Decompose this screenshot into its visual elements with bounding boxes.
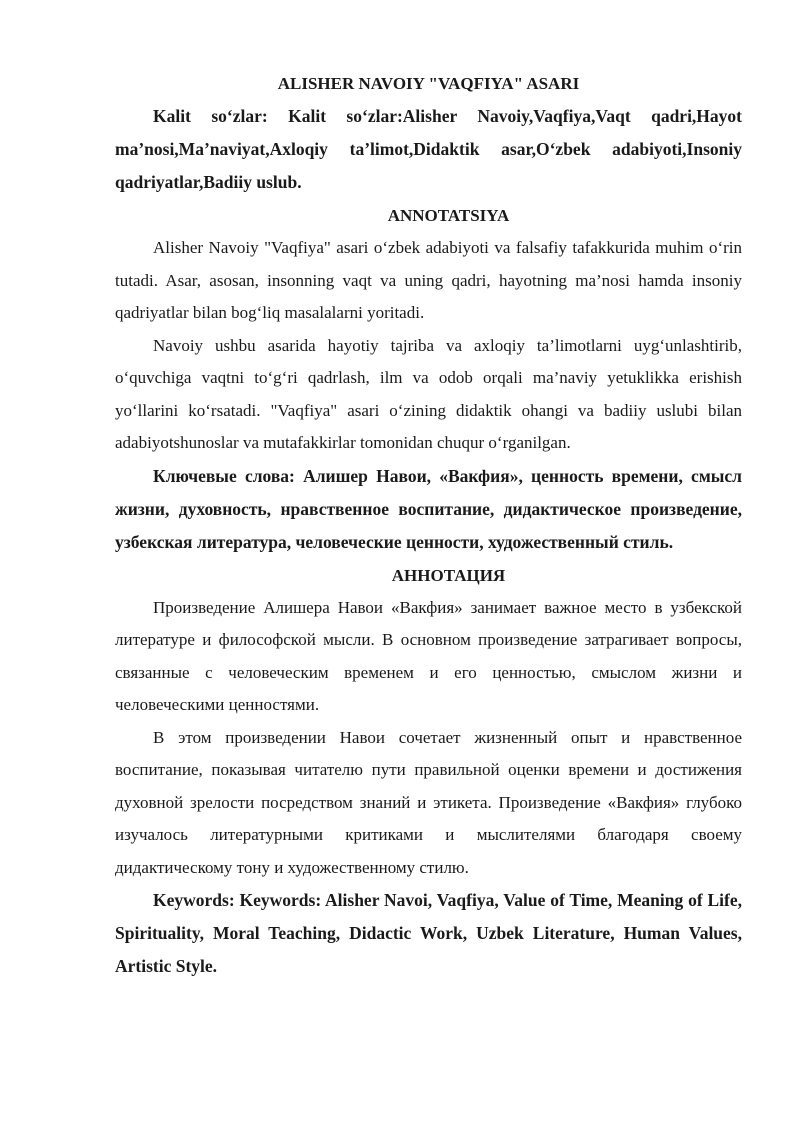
keywords-english: Keywords: Keywords: Alisher Navoi, Vaqfiya, Value of Time, Meaning of Life, Spirituality, Moral Teaching, Didactic Work, Uzbek Literature, Human Values, Artistic Style. xyxy=(115,890,742,976)
annotation-paragraph-uzbek-2: Navoiy ushbu asarida hayotiy tajriba va axloqiy ta’limotlarni uyg‘unlashtirib, o‘quvchiga vaqtni to‘g‘ri qadrlash, ilm va odob orqali ma’naviy yetuklikka erishish yo‘llarini ko‘rsatadi. "Vaqfiya" asari o‘zining didaktik ohangi va badiiy uslubi bilan adabiyotshunoslar va mutafakkirlar tomonidan chuqur o‘rganilgan. xyxy=(115,335,742,452)
keywords-uzbek: Kalit so‘zlar: Kalit so‘zlar:Alisher Navoiy,Vaqfiya,Vaqt qadri,Hayot ma’nosi,Ma’naviyat,Axloqiy ta’limot,Didaktik asar,O‘zbek adabiyoti,Insoniy qadriyatlar,Badiiy uslub. xyxy=(115,106,742,192)
document-title: ALISHER NAVOIY "VAQFIYA" ASARI xyxy=(277,74,580,93)
annotation-heading-uzbek: ANNOTATSIYA xyxy=(387,206,510,225)
annotation-paragraph-uzbek-1: Alisher Navoiy "Vaqfiya" asari o‘zbek adabiyoti va falsafiy tafakkurida muhim o‘rin tutadi. Asar, asosan, insonning vaqt va uning qadri, hayotning ma’nosi hamda insoniy qadriyatlar bilan bog‘liq masalalarni yoritadi. xyxy=(115,238,742,322)
document-page xyxy=(115,68,742,983)
annotation-paragraph-russian-2: В этом произведении Навои сочетает жизненный опыт и нравственное воспитание, показывая читателю пути правильной оценки времени и достижения духовной зрелости посредством знаний и этикета. Произведение «Вакфия» глубоко изучалось литературными критиками и мыслителями благодаря своему дидактическому тону и художественному стилю. xyxy=(115,727,742,877)
annotation-heading-russian: АННОТАЦИЯ xyxy=(391,565,506,585)
annotation-paragraph-russian-1: Произведение Алишера Навои «Вакфия» занимает важное место в узбекской литературе и философской мысли. В основном произведение затрагивает вопросы, связанные с человеческим временем и его ценностью, смыслом жизни и человеческими ценностями. xyxy=(115,597,742,714)
keywords-russian: Ключевые слова: Алишер Навои, «Вакфия», ценность времени, смысл жизни, духовность, нравственное воспитание, дидактическое произведение, узбекская литература, человеческие ценности, художественный стиль. xyxy=(115,465,742,552)
